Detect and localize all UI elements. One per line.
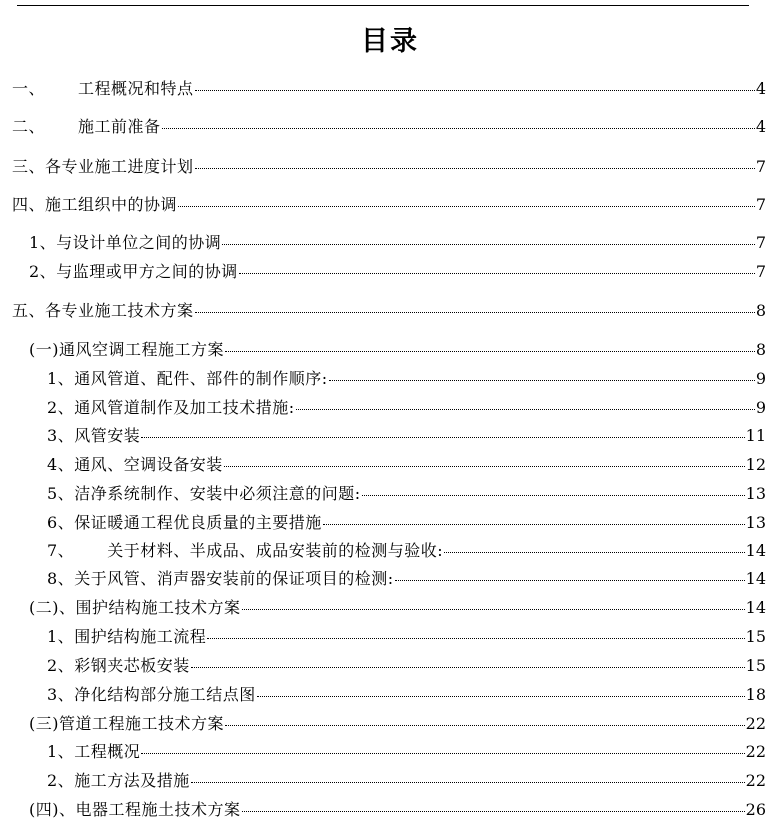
toc-entry-page: 13 [745, 484, 766, 503]
toc-entry[interactable] [47, 484, 766, 504]
header-rule [17, 5, 749, 6]
toc-entry-label: 三、各专业施工进度计划 [12, 157, 194, 176]
dot-leader [222, 244, 755, 245]
dot-leader [395, 580, 745, 581]
toc-entry-label: 二、 施工前准备 [12, 117, 161, 136]
dot-leader [242, 609, 745, 610]
toc-entry-label: 四、施工组织中的协调 [12, 195, 178, 214]
toc-entry-page: 14 [745, 598, 766, 617]
dot-leader [239, 273, 755, 274]
toc-entry-label: (一)通风空调工程施工方案 [29, 340, 225, 359]
dot-leader [323, 524, 745, 525]
toc-entry-page: 12 [745, 455, 766, 474]
toc-entry-label: 2、彩钢夹芯板安装 [47, 656, 190, 675]
dot-leader [195, 312, 755, 313]
toc-entry-page: 11 [745, 426, 766, 445]
toc-entry-page: 14 [745, 541, 766, 560]
toc-entry-page: 9 [755, 398, 766, 417]
dot-leader [162, 128, 755, 129]
toc-entry-label: 1、工程概况 [47, 742, 141, 761]
toc-entry-label: 7、 关于材料、半成品、成品安装前的检测与验收: [47, 541, 444, 560]
toc-entry[interactable] [47, 513, 766, 533]
dot-leader [141, 437, 744, 438]
dot-leader [191, 782, 745, 783]
toc-entry-label: (三)管道工程施工技术方案 [29, 714, 225, 733]
toc-entry[interactable] [47, 627, 766, 647]
toc-entry-page: 18 [745, 685, 766, 704]
dot-leader [141, 753, 744, 754]
dot-leader [224, 466, 745, 467]
toc-entry[interactable] [29, 800, 766, 820]
dot-leader [191, 667, 745, 668]
toc-entry-page: 7 [755, 262, 766, 281]
toc-entry[interactable] [47, 455, 766, 475]
toc-entry-page: 7 [755, 157, 766, 176]
toc-entry-label: 一、 工程概况和特点 [12, 79, 194, 98]
toc-entry-label: 2、施工方法及措施 [47, 771, 190, 790]
dot-leader [195, 168, 755, 169]
toc-entry[interactable] [12, 117, 766, 137]
toc-entry[interactable] [29, 340, 766, 360]
toc-entry-label: 五、各专业施工技术方案 [12, 301, 194, 320]
toc-entry-page: 14 [745, 569, 766, 588]
dot-leader [207, 638, 744, 639]
toc-entry-label: 1、通风管道、配件、部件的制作顺序: [47, 369, 328, 388]
toc-entry[interactable] [47, 656, 766, 676]
toc-entry-label: 1、与设计单位之间的协调 [29, 233, 222, 252]
page-title: 目录 [361, 26, 419, 57]
toc-entry-page: 22 [745, 714, 766, 733]
toc-entry[interactable] [47, 541, 766, 561]
toc-entry-page: 22 [745, 742, 766, 761]
dot-leader [242, 811, 745, 812]
toc-entry-label: (二)、围护结构施工技术方案 [29, 598, 241, 617]
toc-entry[interactable] [12, 79, 766, 99]
toc-entry-page: 8 [755, 340, 766, 359]
toc-entry[interactable] [12, 157, 766, 177]
toc-entry-label: 1、围护结构施工流程 [47, 627, 207, 646]
toc-entry-page: 8 [755, 301, 766, 320]
toc-entry[interactable] [12, 195, 766, 215]
toc-entry-label: 4、通风、空调设备安装 [47, 455, 223, 474]
dot-leader [444, 552, 745, 553]
toc-entry-label: 3、净化结构部分施工结点图 [47, 685, 256, 704]
toc-entry[interactable] [47, 685, 766, 705]
toc-entry-page: 4 [755, 117, 766, 136]
dot-leader [225, 351, 755, 352]
toc-entry-page: 26 [745, 800, 766, 819]
dot-leader [225, 725, 745, 726]
toc-entry-label: 2、通风管道制作及加工技术措施: [47, 398, 295, 417]
toc-entry-page: 9 [755, 369, 766, 388]
toc-entry-label: 2、与监理或甲方之间的协调 [29, 262, 238, 281]
toc-entry[interactable] [47, 771, 766, 791]
toc-entry-page: 4 [755, 79, 766, 98]
dot-leader [195, 90, 755, 91]
toc-entry-label: 8、关于风管、消声器安装前的保证项目的检测: [47, 569, 394, 588]
dot-leader [257, 696, 745, 697]
dot-leader [362, 495, 745, 496]
toc-entry-page: 7 [755, 195, 766, 214]
toc-entry-label: 5、洁净系统制作、安装中必须注意的问题: [47, 484, 361, 503]
toc-entry[interactable] [47, 742, 766, 762]
toc-entry-page: 13 [745, 513, 766, 532]
toc-entry-page: 7 [755, 233, 766, 252]
toc-entry[interactable] [12, 301, 766, 321]
toc-entry[interactable] [29, 233, 766, 253]
dot-leader [329, 380, 755, 381]
toc-entry-page: 15 [745, 627, 766, 646]
toc-entry[interactable] [47, 398, 766, 418]
toc-entry[interactable] [29, 714, 766, 734]
toc-entry-page: 22 [745, 771, 766, 790]
toc-entry[interactable] [47, 426, 766, 446]
toc-entry-label: 3、风管安装 [47, 426, 141, 445]
toc-entry-label: 6、保证暖通工程优良质量的主要措施 [47, 513, 322, 532]
toc-entry-page: 15 [745, 656, 766, 675]
toc-entry[interactable] [47, 569, 766, 589]
toc-entry[interactable] [47, 369, 766, 389]
toc-entry-label: (四)、电器工程施土技术方案 [29, 800, 241, 819]
toc-entry[interactable] [29, 598, 766, 618]
dot-leader [296, 409, 755, 410]
toc-entry[interactable] [29, 262, 766, 282]
dot-leader [178, 206, 755, 207]
